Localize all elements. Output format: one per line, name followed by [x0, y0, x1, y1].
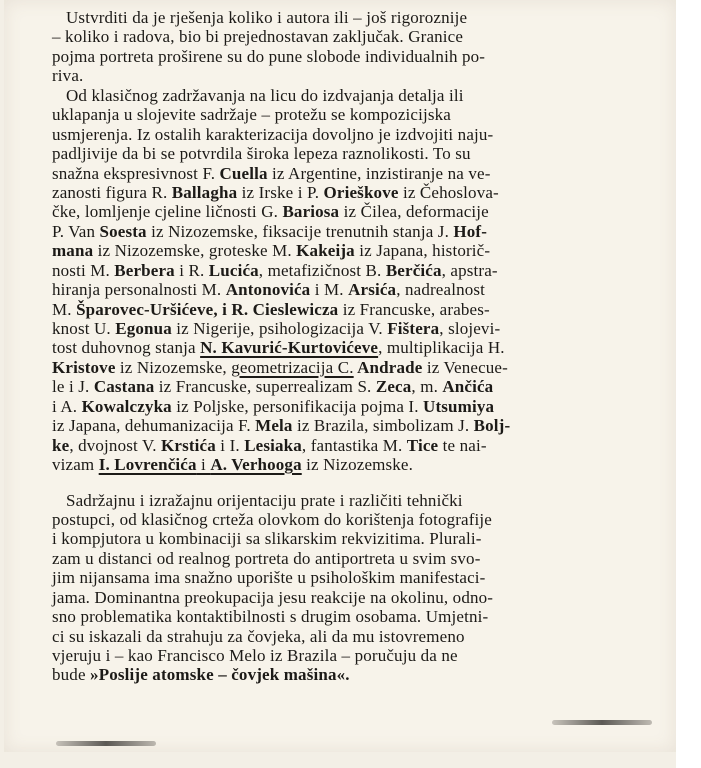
text-line — [52, 455, 662, 474]
text-run: P. Van — [52, 221, 100, 241]
text-run: hiranja personalnosti M. — [52, 280, 226, 300]
artist-name: Soesta — [99, 221, 147, 241]
text-run: snažna ekspresivnost F. — [52, 163, 220, 183]
text-line — [52, 241, 662, 260]
paragraph-3 — [52, 491, 662, 685]
artist-name: Castana — [93, 377, 155, 397]
artist-name: mana — [52, 241, 94, 261]
artist-name: ke — [52, 435, 70, 455]
artist-name: Bariosa — [282, 202, 340, 222]
text-run: iz Čilea, deformacije — [339, 202, 489, 222]
artist-name: Arsića — [348, 280, 397, 300]
text-run: le i J. — [52, 377, 94, 397]
text-line — [52, 261, 662, 280]
artist-name-underlined: N. Kavurić-Kurtovićeve — [200, 338, 379, 358]
text-line — [52, 358, 662, 377]
text-run: M. — [52, 299, 77, 319]
text-run: iz Čehoslova- — [398, 182, 499, 202]
text-line: vjeruju i – kao Francisco Melo iz Brazila – poručuju da ne — [52, 646, 458, 665]
text-run: iz Nizozemske, groteske M. — [93, 241, 297, 261]
text-line: postupci, od klasičnog crteža olovkom do korištenja fotografije — [52, 509, 493, 529]
text-line — [52, 183, 662, 202]
paragraph-gap — [52, 475, 662, 491]
text-run: vizam — [52, 455, 99, 475]
text-run: , m. — [411, 377, 443, 397]
text-run-underlined: i — [196, 455, 211, 475]
text-run: zanosti figura R. — [52, 182, 172, 202]
artist-name: Fištera — [387, 319, 440, 338]
text-line: – koliko i radova, bio bi prejednostavan zaključak. Granice — [52, 27, 464, 47]
artist-name: Utsumiya — [423, 396, 495, 416]
text-line: jama. Dominantna preokupacija jesu reakcije na okolinu, odno- — [52, 587, 494, 607]
text-run: nosti M. — [52, 260, 115, 280]
page-margin — [676, 0, 701, 768]
text-run: i R. — [174, 260, 209, 280]
artist-name: Kowalczyka — [81, 396, 172, 416]
text-run: iz Nizozemske, fiksacije trenutnih stanja J. — [146, 221, 454, 241]
closing-quote: »Poslije atomske – čovjek mašina«. — [90, 665, 350, 685]
article-text — [52, 8, 662, 685]
text-run: iz Poljske, personifikacija pojma I. — [171, 396, 424, 416]
artist-name: Ballagha — [171, 182, 238, 202]
text-line: usmjerenja. Iz ostalih karakterizacija dovoljno je izdvojiti naju- — [52, 124, 494, 144]
text-line — [52, 202, 662, 221]
artist-name-underlined: I. Lovrenčića — [98, 455, 197, 475]
pen-stroke-mark — [56, 741, 156, 746]
artist-name: Berbera — [114, 260, 175, 280]
text-line — [52, 377, 662, 396]
text-line: pojma portreta proširene su do pune slobode individualnih po- — [52, 46, 486, 66]
text-run: iz Nigerije, psihologizacija V. — [171, 319, 388, 338]
text-run: bude — [52, 665, 91, 685]
artist-name: Lesiaka — [244, 435, 302, 455]
text-line — [52, 665, 662, 684]
text-run-underlined: geometrizacija C. — [231, 357, 354, 377]
artist-name: Ančića — [442, 377, 494, 397]
paragraph-1 — [52, 8, 662, 86]
text-run: , apstra- — [441, 260, 498, 280]
text-run: , fantastika M. — [301, 435, 407, 455]
text-run: iz Nizozemske. — [301, 455, 414, 475]
artist-name: Egonua — [115, 319, 172, 338]
text-line — [52, 300, 662, 319]
text-line — [52, 319, 662, 338]
text-line: sno problematika kontaktibilnosti s drugim osobama. Umjetni- — [52, 607, 489, 627]
text-run: iz Francuske, arabes- — [338, 299, 490, 319]
text-run: , slojevi- — [439, 319, 501, 338]
text-line — [52, 164, 662, 183]
text-line: Sadržajnu i izražajnu orijentaciju prate i različiti tehnički — [66, 490, 463, 510]
text-line: jim nijansama ima snažno uporište u psihološkim manifestaci- — [52, 568, 486, 588]
artist-name-underlined: A. Verhooga — [210, 455, 302, 475]
artist-name: Mela — [255, 416, 293, 436]
text-run: iz Argentine, inzistiranje na ve- — [267, 163, 491, 183]
text-run: i M. — [310, 280, 349, 300]
artist-name: Krstića — [161, 435, 216, 455]
text-run: , metafizičnost B. — [258, 260, 386, 280]
text-run: i I. — [215, 435, 245, 455]
artist-name: Hof- — [453, 221, 488, 241]
text-run: knost U. — [52, 319, 116, 338]
text-run: iz Venecue- — [422, 357, 508, 377]
artist-name: Bolj- — [473, 416, 511, 436]
text-line: uklapanja u slojevite sadržaje – protežu se kompozicijska — [52, 105, 451, 125]
text-run: te nai- — [438, 435, 487, 455]
artist-name: Lucića — [208, 260, 259, 280]
text-line: i kompjutora u kombinaciji sa slikarskim rekvizitima. Plurali- — [52, 529, 482, 549]
artist-name: Andrade — [353, 357, 423, 377]
text-run: iz Brazila, simbolizam J. — [292, 416, 474, 436]
artist-name: Kristove — [52, 357, 116, 377]
text-run: iz Francuske, superrealizam S. — [154, 377, 376, 397]
text-line — [52, 338, 662, 357]
text-run: , dvojnost V. — [69, 435, 162, 455]
text-run: iz Japana, dehumanizacija F. — [52, 416, 256, 436]
text-line: riva. — [52, 66, 84, 86]
text-run: , nadrealnost — [396, 280, 486, 300]
text-line — [52, 397, 662, 416]
text-run: iz Japana, historič- — [354, 241, 491, 261]
artist-name: Tice — [406, 435, 439, 455]
pen-stroke-mark — [552, 720, 652, 725]
artist-name: Šparovec-Uršićeve, i R. Cieslewicza — [76, 299, 339, 319]
text-run: tost duhovnog stanja — [52, 338, 201, 358]
text-line — [52, 416, 662, 435]
artist-name: Orieškove — [323, 182, 399, 202]
text-line: zam u distanci od realnog portreta do antiportreta u svim svo- — [52, 548, 481, 568]
text-line: ci su iskazali da strahuju za čovjeka, ali da mu istovremeno — [52, 626, 465, 646]
text-line: Ustvrditi da je rješenja koliko i autora ili – još rigoroznije — [66, 8, 468, 27]
artist-name: Cuella — [219, 163, 268, 183]
text-run: i A. — [52, 396, 82, 416]
text-run: iz Irske i P. — [237, 182, 324, 202]
text-line: padljivije da bi se potvrdila široka lepeza raznolikosti. To su — [52, 144, 471, 164]
artist-name: Kakeija — [296, 241, 355, 261]
text-line — [52, 280, 662, 299]
text-run: , multiplikacija H. — [378, 338, 505, 358]
text-line — [52, 436, 662, 455]
artist-name: Berčića — [385, 260, 442, 280]
text-line — [52, 222, 662, 241]
paragraph-2 — [52, 86, 662, 475]
artist-name: Antonovića — [225, 280, 311, 300]
text-run: čke, lomljenje cjeline ličnosti G. — [52, 202, 283, 222]
artist-name: Zeca — [375, 377, 412, 397]
text-run: iz Nizozemske, — [115, 357, 232, 377]
text-line: Od klasičnog zadržavanja na licu do izdvajanja detalja ili — [66, 85, 464, 105]
